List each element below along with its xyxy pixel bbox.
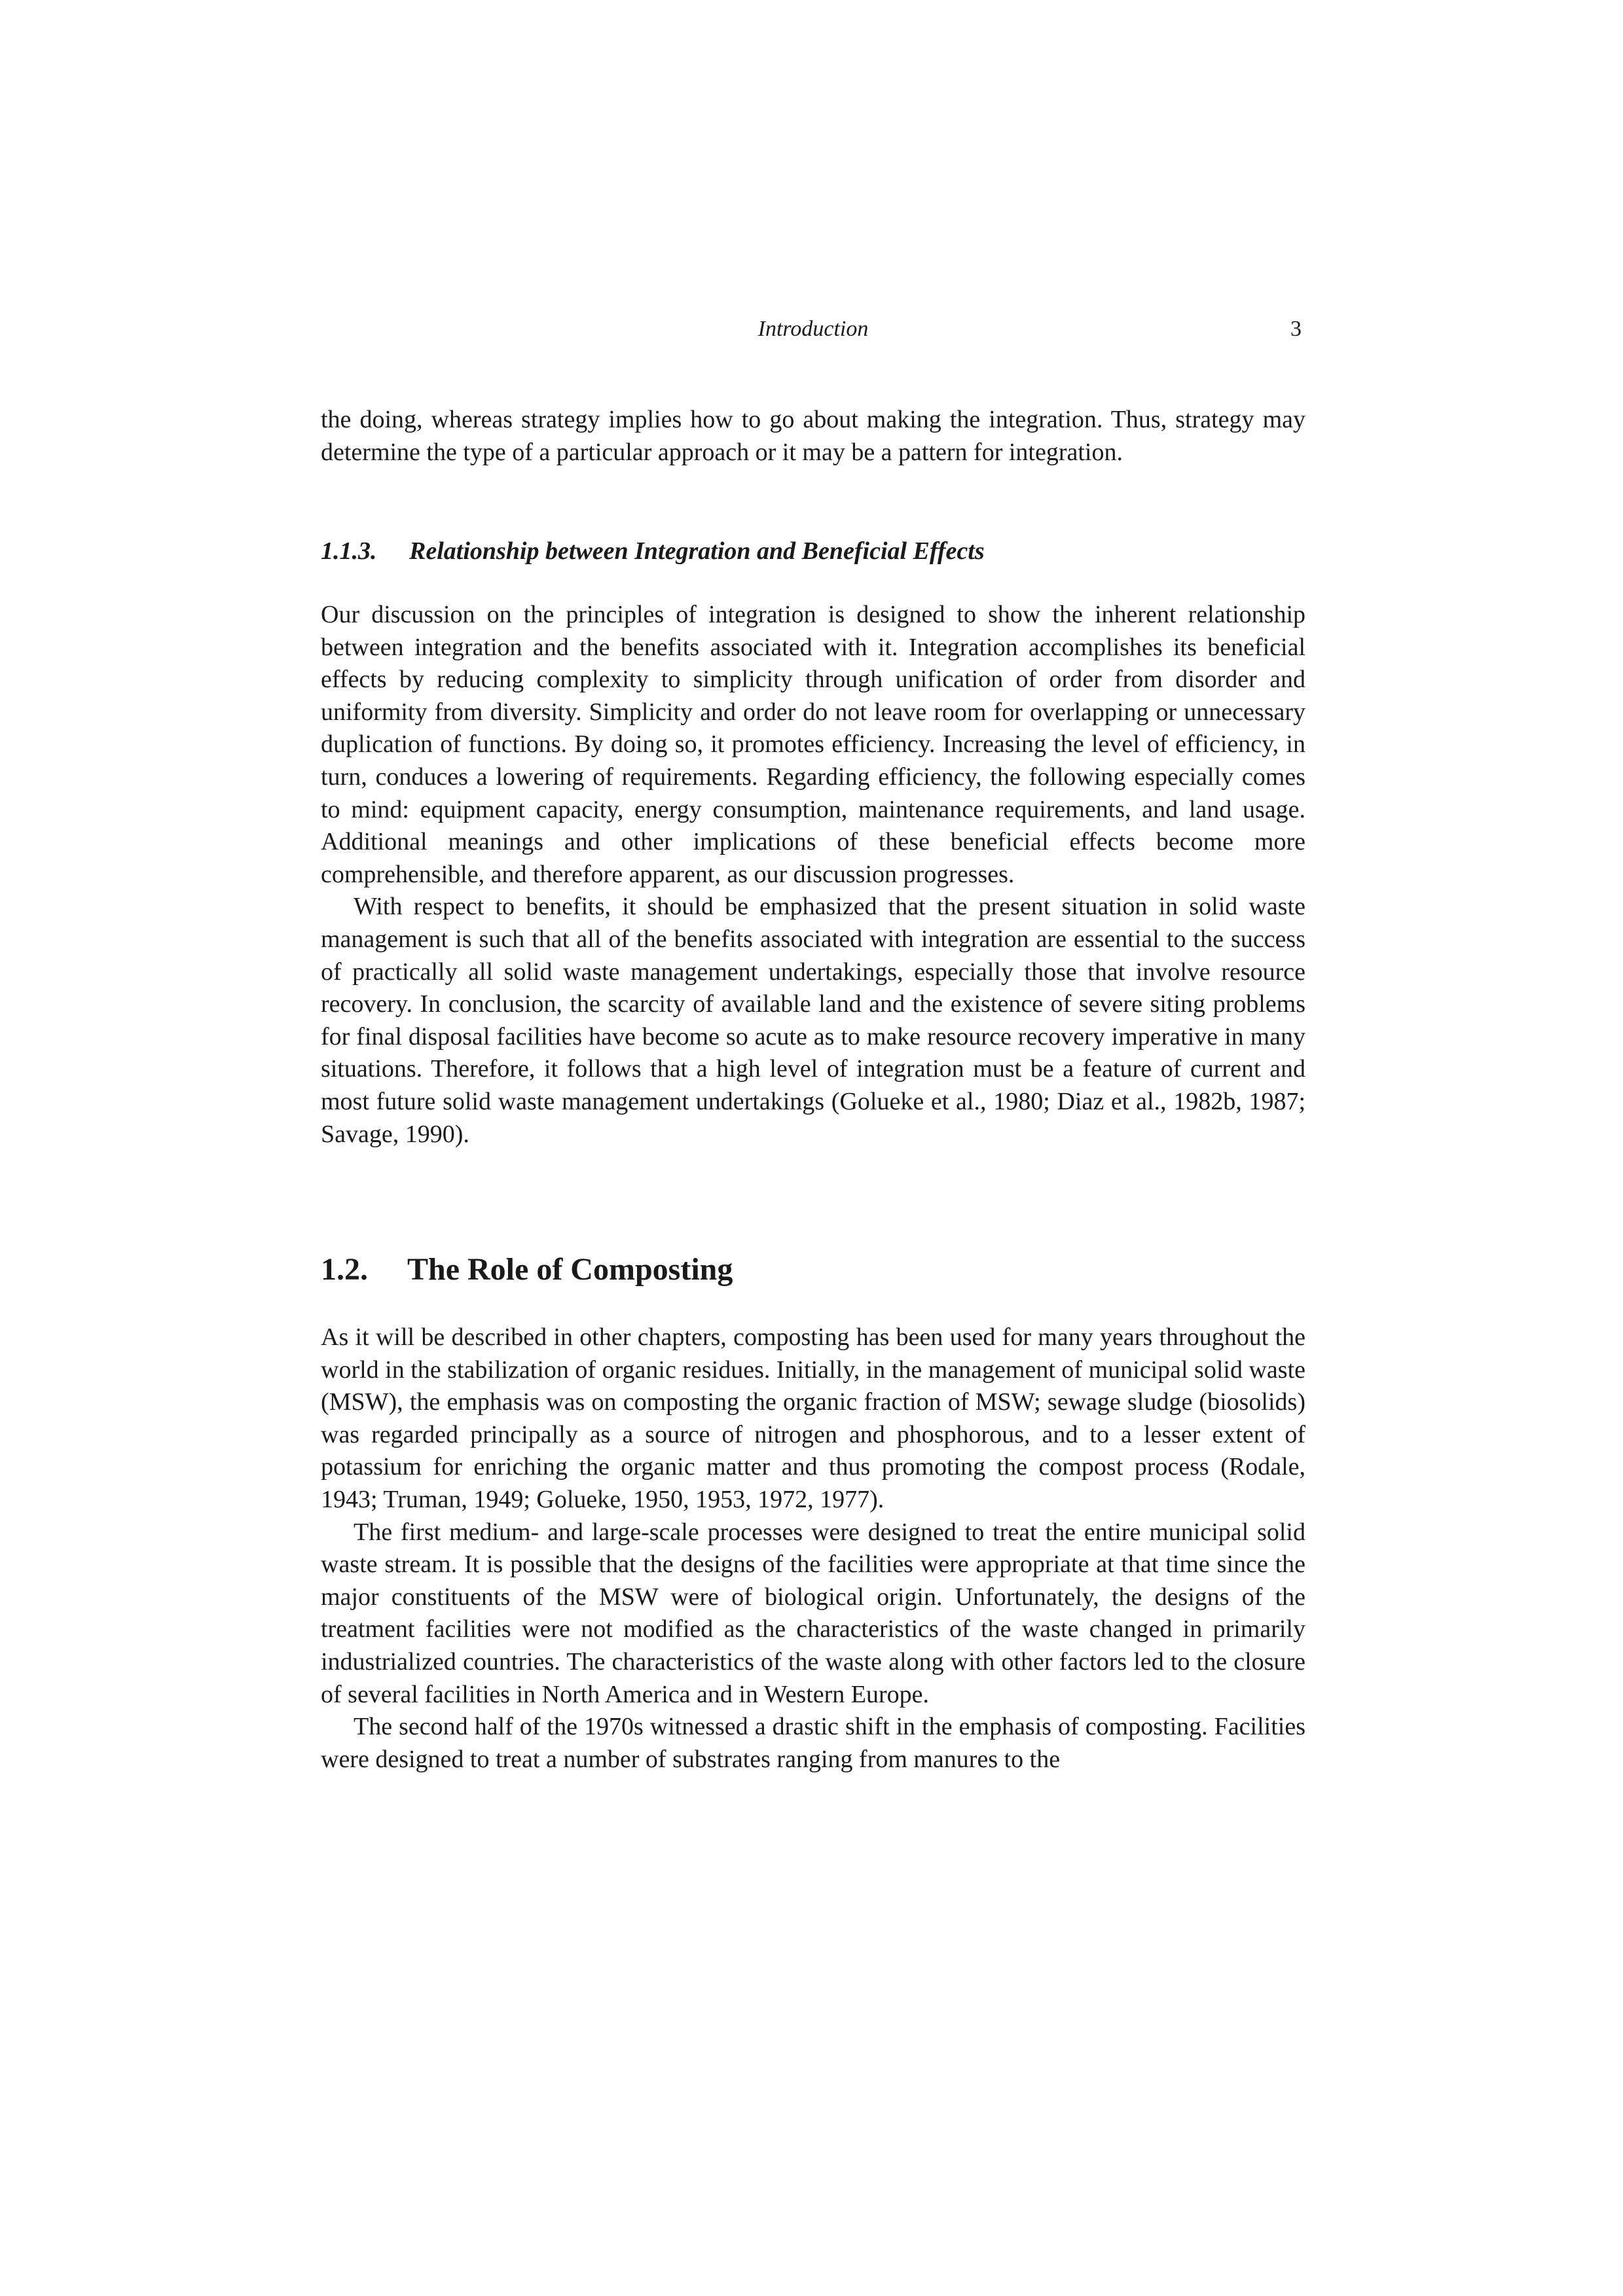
running-title: Introduction bbox=[757, 317, 869, 341]
subsection-body bbox=[321, 599, 1305, 1151]
subsection-heading bbox=[321, 535, 1305, 567]
subsection-number: 1.1.3. bbox=[321, 537, 377, 565]
section-title: The Role of Composting bbox=[407, 1252, 733, 1287]
section-body bbox=[321, 1321, 1305, 1776]
subsection-title: Relationship between Integration and Beneficial Effects bbox=[409, 537, 985, 565]
paragraph: The first medium- and large-scale processes were designed to treat the entire municipal solid waste stream. It is possible that the designs of the facilities were appropriate at that time since the major constituents of the MSW were of biological origin. Unfortunately, the designs of the treatment facilities were not modified as the characteristics of the waste changed in primarily industrialized countries. The characteristics of the waste along with other factors led to the closure of several facilities in North America and in Western Europe. bbox=[321, 1518, 1305, 1708]
document-page bbox=[321, 0, 1305, 2296]
paragraph: With respect to benefits, it should be emphasized that the present situation in solid waste management is such that all of the benefits associated with integration are essential to the success of practically all solid waste management undertakings, especially those that involve resource recovery. In conclusion, the scarcity of available land and the existence of severe siting problems for final disposal facilities have become so acute as to make resource recovery imperative in many situations. Therefore, it follows that a high level of integration must be a feature of current and most future solid waste management undertakings (Golueke et al., 1980; Diaz et al., 1982b, 1987; Savage, 1990). bbox=[321, 893, 1305, 1148]
paragraph: Our discussion on the principles of integration is designed to show the inherent relationship between integration and the benefits associated with it. Integration accomplishes its beneficial effects by reducing complexity to simplicity through unification of order from disorder and uniformity from diversity. Simplicity and order do not leave room for overlapping or unnecessary duplication of functions. By doing so, it promotes efficiency. Increasing the level of efficiency, in turn, conduces a lowering of requirements. Regarding efficiency, the following especially comes to mind: equipment capacity, energy consumption, maintenance requirements, and land usage. Additional meanings and other implications of these beneficial effects become more comprehensible, and therefore apparent, as our discussion progresses. bbox=[321, 601, 1305, 888]
paragraph: The second half of the 1970s witnessed a drastic shift in the emphasis of composting. Facilities were designed to treat a number of substrates ranging from manures to the bbox=[321, 1713, 1305, 1773]
paragraph: As it will be described in other chapters, composting has been used for many years throughout the world in the stabilization of organic residues. Initially, in the management of municipal solid waste (MSW), the emphasis was on composting the organic fraction of MSW; sewage sludge (biosolids) was regarded principally as a source of nitrogen and phosphorous, and to a lesser extent of potassium for enriching the organic matter and thus promoting the compost process (Rodale, 1943; Truman, 1949; Golueke, 1950, 1953, 1972, 1977). bbox=[321, 1323, 1305, 1513]
section-heading bbox=[321, 1250, 1305, 1289]
running-head bbox=[321, 313, 1305, 346]
section-number: 1.2. bbox=[321, 1252, 368, 1287]
page-number: 3 bbox=[1290, 317, 1302, 341]
paragraph: the doing, whereas strategy implies how to go about making the integration. Thus, strategy may determine the type of a particular approach or it may be a pattern for integration. bbox=[321, 406, 1305, 466]
continued-paragraph-block bbox=[321, 404, 1305, 469]
